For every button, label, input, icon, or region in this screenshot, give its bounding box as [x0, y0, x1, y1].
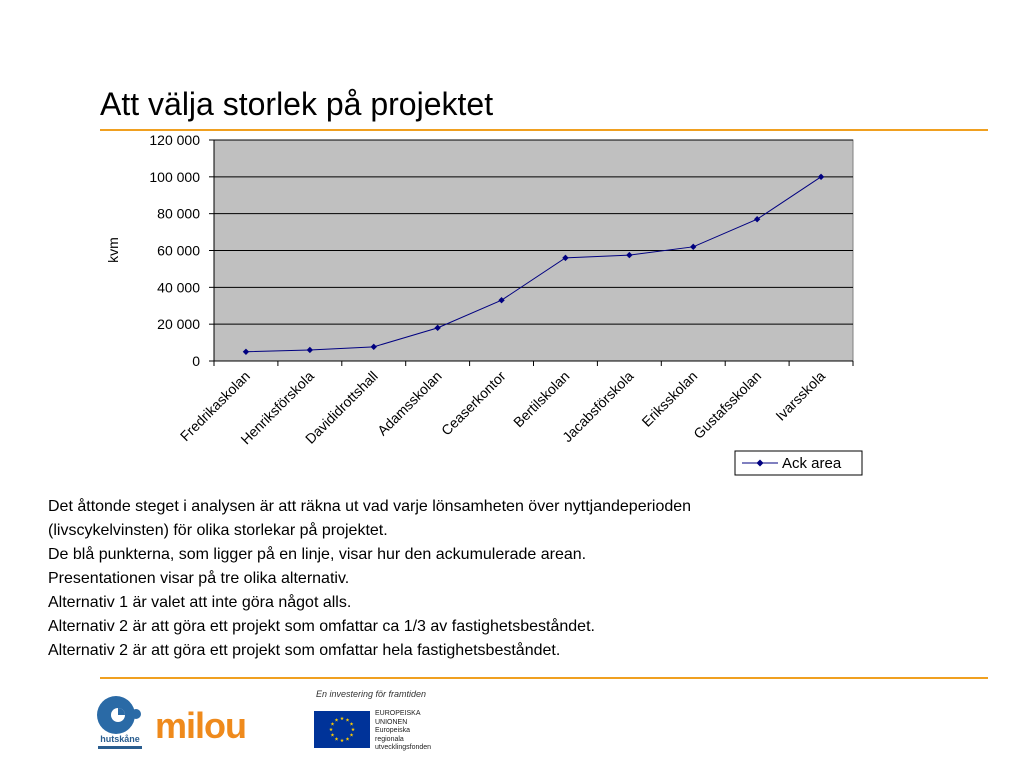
y-tick-label: 120 000: [149, 132, 200, 148]
page-title: Att välja storlek på projektet: [100, 86, 494, 122]
body-line: (livscykelvinsten) för olika storlekar på projektet.: [48, 522, 388, 539]
body-line: Presentationen visar på tre olika alternativ.: [48, 570, 350, 587]
hutskane-bar: [98, 746, 142, 749]
y-axis-label: kvm: [105, 237, 121, 263]
x-tick-label: Gustafsskolan: [690, 367, 765, 442]
x-tick-label: Ivarsskola: [772, 367, 829, 424]
body-line: Alternativ 1 är valet att inte göra något alls.: [48, 594, 352, 611]
hutskane-label: hutskåne: [100, 734, 140, 744]
footer-divider: [100, 677, 988, 679]
eu-text-line: Europeiska: [375, 727, 411, 734]
eu-flag-icon: [314, 711, 370, 748]
x-tick-label: Ceaserkontor: [437, 367, 509, 439]
eu-text-line: regionala: [375, 735, 404, 743]
y-tick-label: 80 000: [157, 205, 200, 222]
legend-label: Ack area: [782, 455, 842, 472]
y-tick-label: 20 000: [157, 316, 200, 333]
x-tick-label: Adamsskolan: [374, 367, 445, 439]
x-tick-label: Eriksskolan: [638, 367, 701, 430]
x-tick-label: Fredrikaskolan: [176, 367, 254, 445]
x-tick-label: Henriksförskola: [237, 367, 317, 448]
x-tick-label: Davididrottshall: [301, 367, 381, 447]
y-tick-label: 100 000: [149, 168, 200, 185]
body-line: De blå punkterna, som ligger på en linje, visar hur den ackumulerade arean.: [48, 546, 587, 563]
body-line: Det åttonde steget i analysen är att räkna ut vad varje lönsamheten över nyttjandeperioden: [48, 498, 692, 515]
eu-tagline: En investering för framtiden: [316, 689, 427, 699]
eu-text-line: EUROPEISKA: [375, 710, 421, 717]
y-tick-label: 0: [192, 353, 200, 369]
x-tick-label: Bertilskolan: [510, 367, 573, 431]
eu-text-block: [375, 710, 431, 753]
milou-logo: milou: [155, 705, 246, 746]
hutskane-logo: [96, 694, 144, 750]
body-text: [48, 495, 968, 663]
body-line: Alternativ 2 är att göra ett projekt som omfattar ca 1/3 av fastighetsbeståndet.: [48, 618, 595, 635]
chart-legend: [735, 451, 862, 475]
y-tick-label: 60 000: [157, 242, 200, 259]
body-line: Alternativ 2 är att göra ett projekt som omfattar hela fastighetsbeståndet.: [48, 642, 561, 659]
hutskane-emblem-icon: [96, 694, 144, 736]
x-tick-label: Jacabsförskola: [559, 367, 637, 446]
y-tick-label: 40 000: [157, 279, 200, 296]
eu-text-line: utvecklingsfonden: [375, 744, 432, 751]
eu-text-line: UNIONEN: [375, 718, 408, 726]
